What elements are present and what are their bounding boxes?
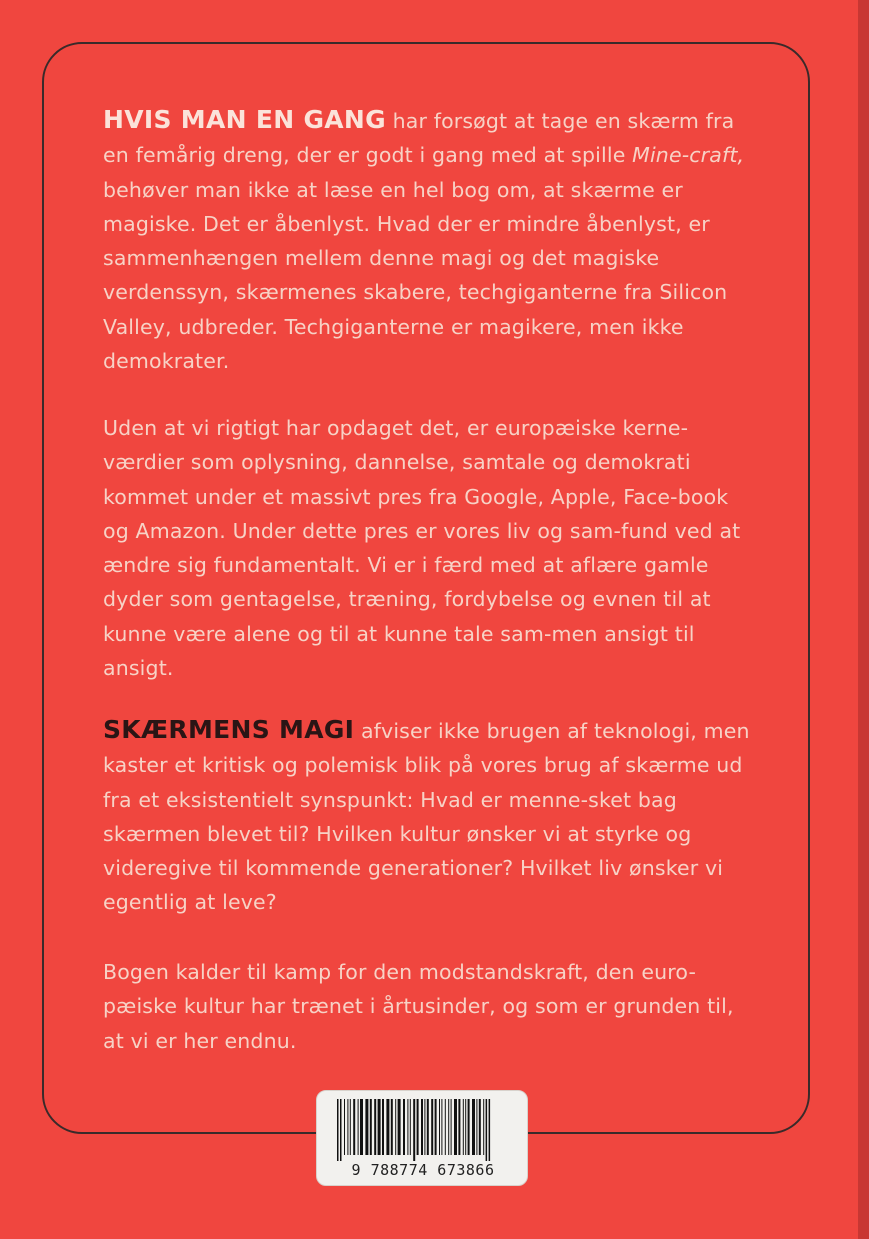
barcode-bar <box>398 1099 401 1155</box>
barcode-bar <box>448 1099 449 1155</box>
barcode-bar <box>463 1099 464 1155</box>
barcode-bar <box>374 1099 376 1155</box>
isbn-number: 9 788774 673866 <box>351 1161 495 1179</box>
barcode-bar <box>417 1099 419 1155</box>
barcode-bar <box>468 1099 470 1155</box>
paragraph-book-title <box>103 713 751 920</box>
cover-spine-edge <box>858 0 869 1239</box>
barcode-bar <box>378 1099 381 1155</box>
barcode-bar <box>353 1099 355 1155</box>
barcode-bar <box>454 1099 457 1155</box>
paragraph-values: Uden at vi rigtigt har opdaget det, er europæiske kerne-værdier som oplysning, dannelse, samtale og demokrati kommet under et massivt pres fra Google, Apple, Face-book og Amazon. Under dette pres er vores liv og sam-fund ved at ændre sig fundamentalt. Vi er i færd med at aflære gamle dyder som gentagelse, træning, fordybelse og evnen til at kunne være alene og til at kunne tale sam-men ansigt til ansigt. <box>103 416 741 681</box>
barcode-bar <box>403 1099 405 1155</box>
paragraph-intro <box>103 103 751 378</box>
barcode-bar <box>344 1099 345 1155</box>
barcode-bar <box>382 1099 384 1155</box>
paragraph-intro-text-b: behøver man ikke at læse en hel bog om, at skærme er magiske. Det er åbenlyst. Hvad der er mindre åbenlyst, er sammenhængen mellem denne magi og det magiske verdenssyn, skærmenes skabere, techgiganterne fra Silicon Valley, udbreder. Techgiganterne er magikere, men ikke demokrater. <box>103 177 728 374</box>
barcode-bar <box>358 1099 359 1155</box>
barcode-bar <box>365 1099 368 1155</box>
barcode-bar <box>370 1099 372 1155</box>
barcode-bar <box>451 1099 452 1155</box>
barcode-bar <box>445 1099 446 1155</box>
barcode-bar <box>410 1099 411 1155</box>
barcode-bar <box>340 1099 342 1161</box>
paragraph-intro-italic: Mine-craft, <box>632 143 745 168</box>
barcode-bar <box>435 1099 437 1155</box>
barcode-bar <box>386 1099 389 1155</box>
barcode-bar <box>424 1099 425 1155</box>
barcode-bar <box>441 1099 442 1155</box>
barcode-bar <box>391 1099 393 1155</box>
barcode-bar <box>458 1099 460 1155</box>
barcode-icon <box>335 1099 511 1161</box>
barcode-bar <box>431 1099 433 1155</box>
barcode-bar <box>472 1099 475 1155</box>
barcode-bar <box>395 1099 396 1155</box>
barcode-bar <box>439 1099 440 1155</box>
barcode-bar <box>427 1099 429 1155</box>
paragraph-intro-text-a: har forsøgt at tage en skærm fra en femårig dreng, der er godt i gang med at spille <box>103 109 735 168</box>
paragraph-intro-lead: HVIS MAN EN GANG <box>103 105 386 134</box>
barcode-bar <box>347 1099 348 1155</box>
barcode-bar <box>421 1099 423 1155</box>
paragraph-book-title-text: afviser ikke brugen af teknologi, men kaster et kritisk og polemisk blik på vores brug af skærme ud fra et eksistentielt synspunkt: Hvad er menne-sket bag skærmen blevet til? Hvilken kultur ønsker vi at styrke og videregive til kommende generationer? Hvilket liv ønsker vi egentlig at leve? <box>103 719 750 915</box>
barcode-bar <box>465 1099 466 1155</box>
barcode-bar <box>360 1099 363 1155</box>
book-title-lead: SKÆRMENS MAGI <box>103 715 355 744</box>
barcode-bar <box>483 1099 484 1155</box>
barcode-bar <box>476 1099 477 1155</box>
barcode-bar <box>479 1099 481 1155</box>
paragraph-call-to-action: Bogen kalder til kamp for den modstandskraft, den euro-pæiske kultur har trænet i årtusinder, og som er grunden til, at vi er her endnu. <box>103 960 734 1053</box>
barcode-bar <box>413 1099 415 1161</box>
barcode-bar <box>407 1099 408 1155</box>
barcode-label <box>316 1090 528 1186</box>
barcode-bar <box>350 1099 351 1155</box>
barcode-bar <box>489 1099 491 1161</box>
barcode-bar <box>486 1099 488 1161</box>
barcode-bar <box>337 1099 339 1161</box>
